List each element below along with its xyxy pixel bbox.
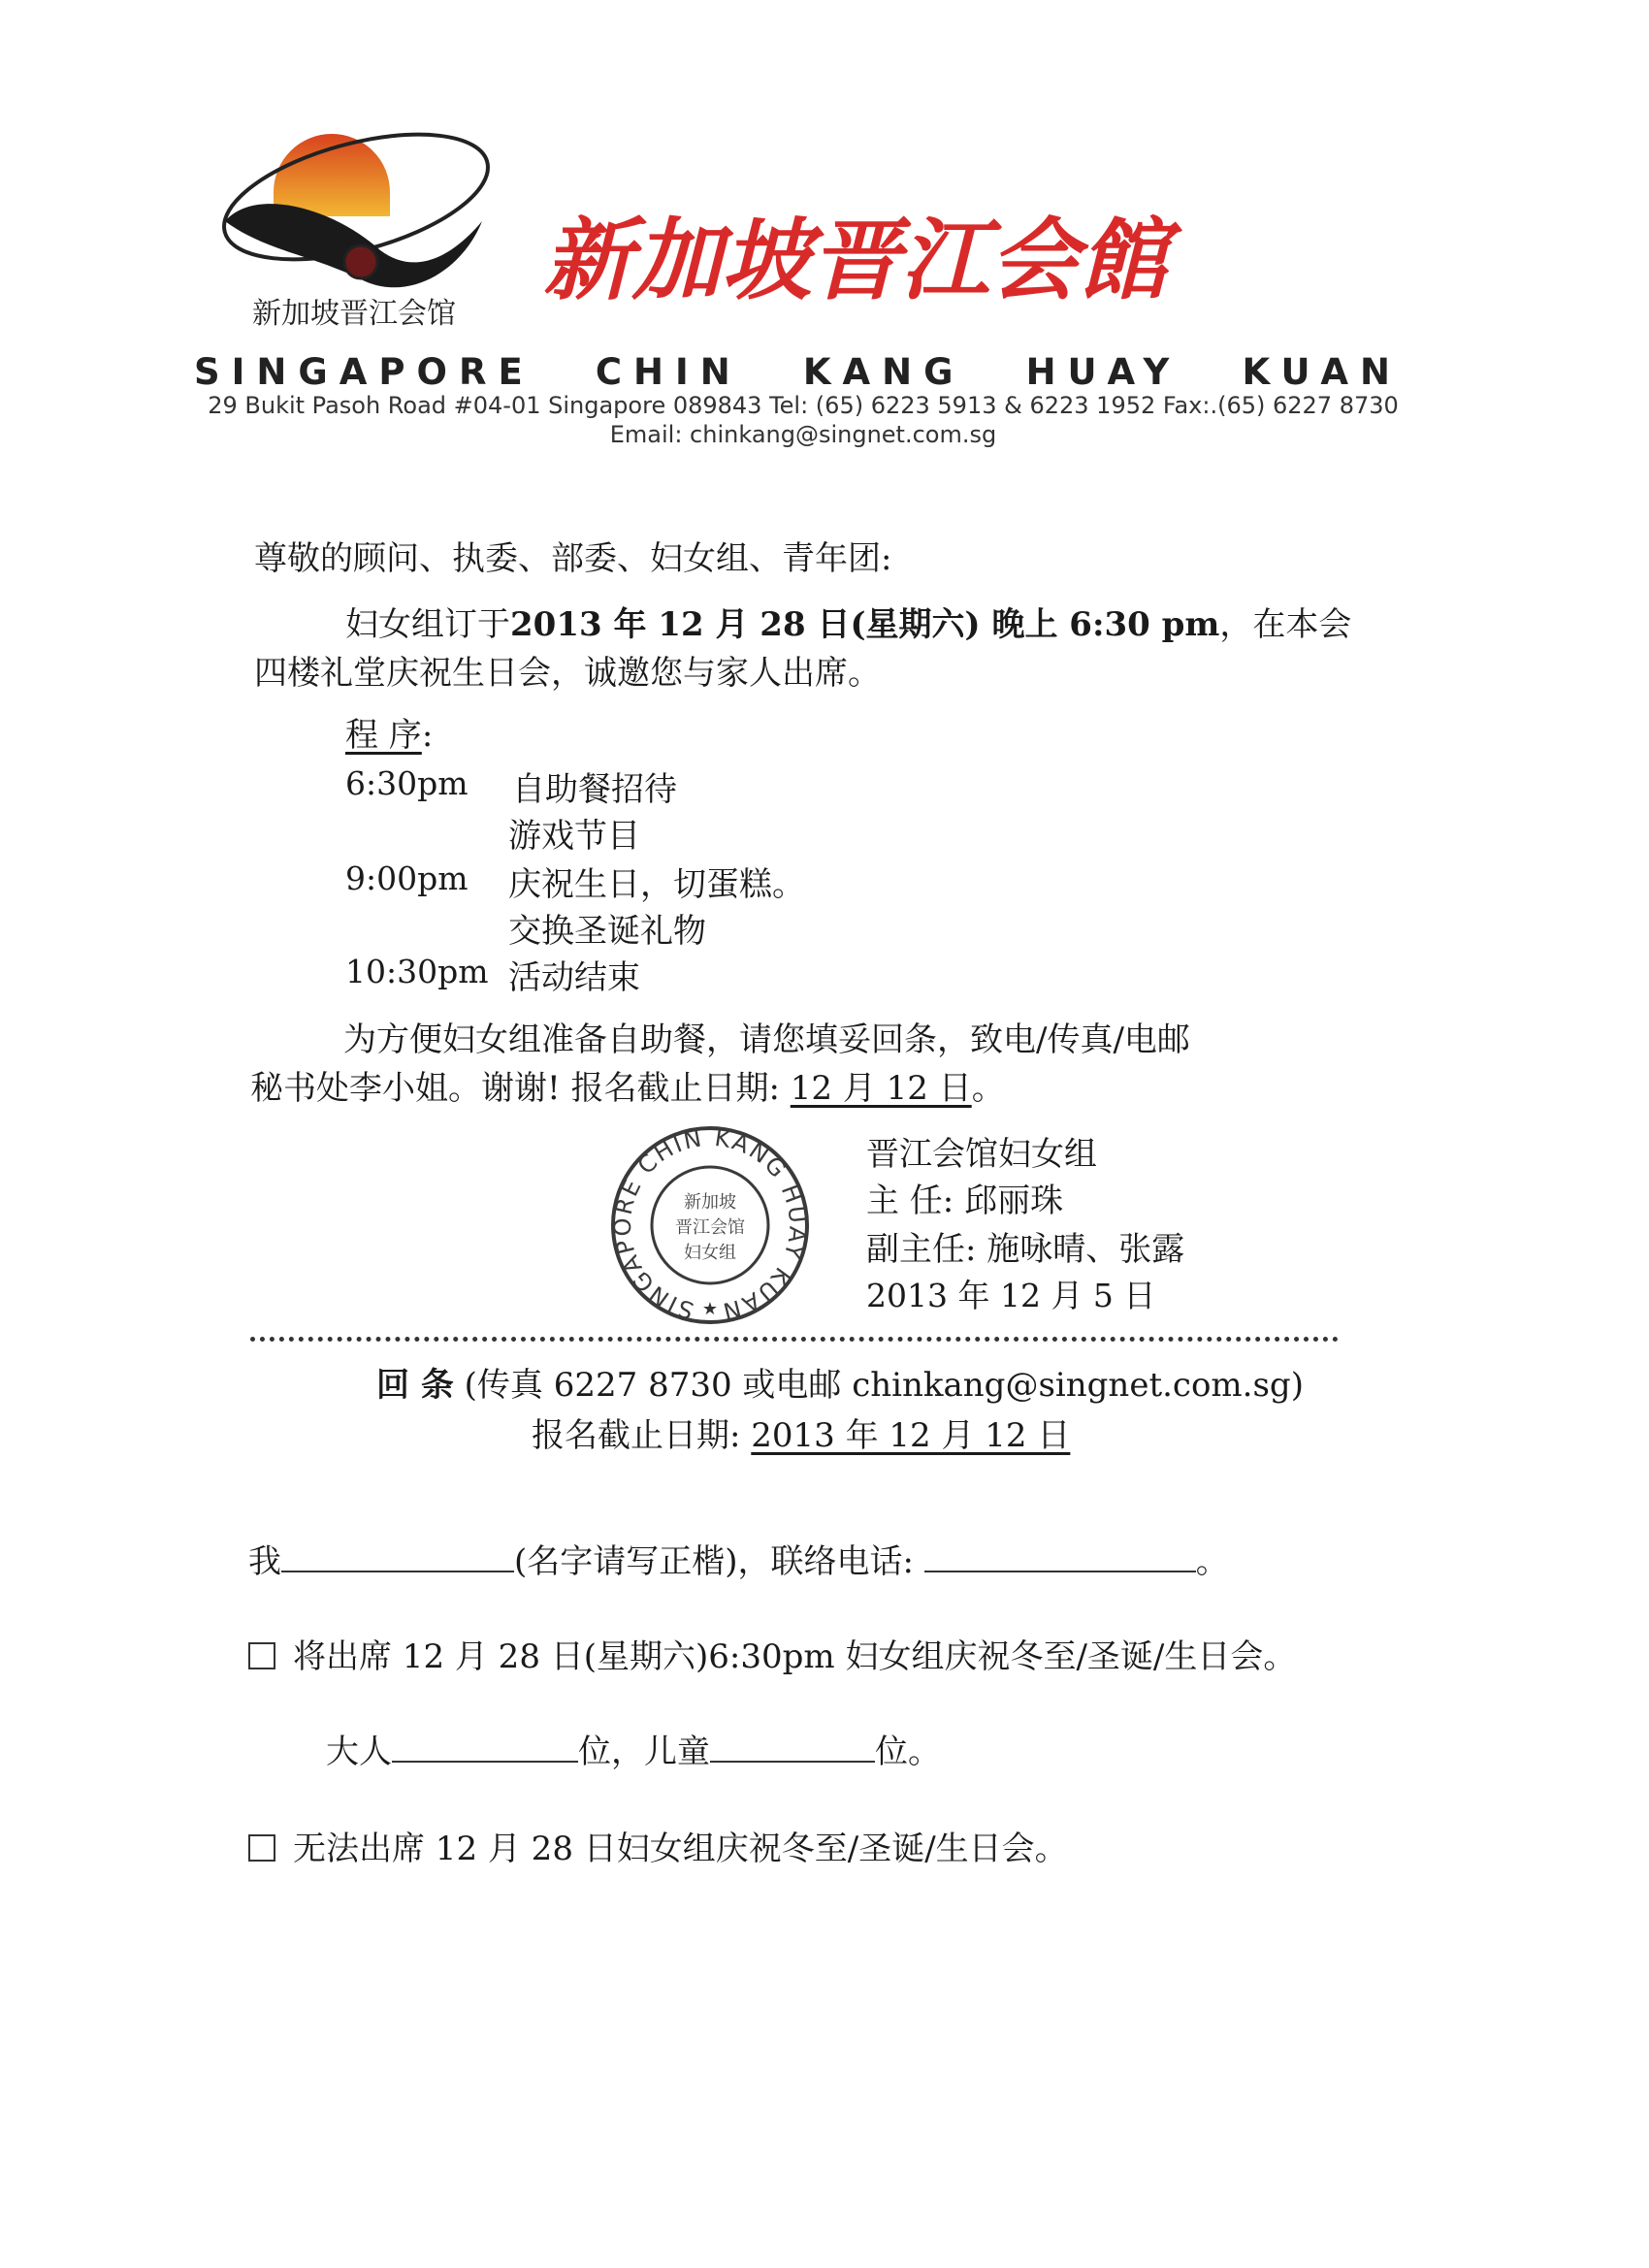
- reply-deadline-line: [532, 1410, 1070, 1461]
- children-blank[interactable]: [710, 1728, 875, 1763]
- program-item: 庆祝生日，切蛋糕。: [508, 865, 805, 904]
- org-word: KANG: [802, 351, 965, 393]
- signature-org: 晋江会馆妇女组: [866, 1135, 1097, 1174]
- attendee-count-line: [326, 1727, 941, 1777]
- p1-text: ，在本会: [1219, 605, 1352, 644]
- registration-deadline: 12 月 12 日: [790, 1069, 972, 1108]
- org-address: 29 Bukit Pasoh Road #04-01 Singapore 089843 Tel: (65) 6223 5913 & 6223 1952 Fax:.(65) 6227 8730: [208, 392, 1399, 419]
- org-word: KUAN: [1242, 351, 1402, 393]
- program-item: 活动结束: [508, 958, 640, 997]
- program-item: 自助餐招待: [512, 770, 677, 809]
- association-logo: [215, 105, 497, 347]
- event-datetime: 2013 年 12 月 28 日(星期六) 晚上 6:30 pm: [510, 605, 1220, 644]
- program-item: 游戏节目: [508, 817, 640, 856]
- stamp-inner-text: 妇女组: [684, 1243, 736, 1263]
- org-word: CHIN: [595, 351, 742, 393]
- reply-name-prefix: 我: [248, 1542, 281, 1581]
- logo-chinese-text: 新加坡晋江会馆: [252, 297, 456, 331]
- salutation: 尊敬的顾问、执委、部委、妇女组、青年团:: [254, 539, 892, 578]
- reply-contact: (传真 6227 8730 或电邮 chinkang@singnet.com.sg): [464, 1366, 1304, 1405]
- p2-end: 。: [971, 1069, 1005, 1108]
- stamp-inner-text: 新加坡: [684, 1192, 736, 1213]
- children-label: 位，儿童: [578, 1733, 710, 1771]
- reply-deadline: 2013 年 12 月 12 日: [751, 1416, 1071, 1455]
- absent-text: 无法出席 12 月 28 日妇女组庆祝冬至/圣诞/生日会。: [293, 1830, 1068, 1868]
- attend-text: 将出席 12 月 28 日(星期六)6:30pm 妇女组庆祝冬至/圣诞/生日会。: [293, 1637, 1297, 1676]
- org-email: Email: chinkang@singnet.com.sg: [609, 421, 997, 448]
- stamp-inner-text: 晋江会馆: [675, 1217, 745, 1238]
- attend-option: [248, 1632, 1296, 1682]
- program-colon: :: [421, 716, 434, 755]
- program-title: 程 序: [345, 716, 422, 755]
- paragraph-2-line-2: [250, 1063, 1005, 1114]
- p2-text: 秘书处李小姐。谢谢! 报名截止日期:: [250, 1069, 780, 1108]
- paragraph-2-line-1: 为方便妇女组准备自助餐，请您填妥回条，致电/传真/电邮: [343, 1021, 1190, 1059]
- signature-date: 2013 年 12 月 5 日: [866, 1277, 1156, 1314]
- count-end: 位。: [875, 1733, 941, 1771]
- calligraphy-text: 新加坡晋江会館: [543, 208, 1169, 312]
- adults-label: 大人: [326, 1733, 392, 1771]
- org-word: HUAY: [1025, 351, 1181, 393]
- program-heading: [345, 710, 433, 761]
- signature-chair: 主 任: 邱丽珠: [866, 1182, 1064, 1220]
- reply-header: [376, 1360, 1304, 1410]
- phone-blank[interactable]: [924, 1538, 1196, 1572]
- absent-checkbox[interactable]: [248, 1834, 275, 1862]
- name-blank[interactable]: [281, 1538, 514, 1572]
- paragraph-1-line-1: [345, 599, 1351, 650]
- program-time: 9:00pm: [345, 859, 469, 897]
- reply-name-line: [248, 1537, 1229, 1587]
- calligraphy-name: [543, 194, 1169, 349]
- stamp-ring-text: SINGAPORE CHIN KANG HUAY KUAN: [608, 1123, 812, 1324]
- adults-blank[interactable]: [392, 1728, 578, 1763]
- reply-name-note: (名字请写正楷)，联络电话:: [514, 1542, 914, 1581]
- p1-text: 妇女组订于: [345, 605, 510, 644]
- reply-deadline-label: 报名截止日期:: [532, 1416, 741, 1455]
- program-time: 6:30pm: [345, 764, 469, 802]
- program-item: 交换圣诞礼物: [508, 912, 706, 951]
- star-icon: ★: [701, 1299, 719, 1319]
- absent-option: [248, 1824, 1068, 1874]
- reply-name-end: 。: [1195, 1542, 1229, 1581]
- signature-vice-chair: 副主任: 施咏晴、张露: [866, 1230, 1185, 1269]
- paragraph-1-line-2: 四楼礼堂庆祝生日会，诚邀您与家人出席。: [254, 654, 881, 693]
- reply-title: 回 条: [376, 1366, 454, 1405]
- attend-checkbox[interactable]: [248, 1642, 275, 1669]
- org-word: SINGAPORE: [194, 351, 534, 393]
- cut-line: [250, 1337, 1339, 1342]
- org-english-name: [194, 351, 1402, 393]
- association-stamp: [599, 1120, 821, 1324]
- program-time: 10:30pm: [345, 953, 489, 990]
